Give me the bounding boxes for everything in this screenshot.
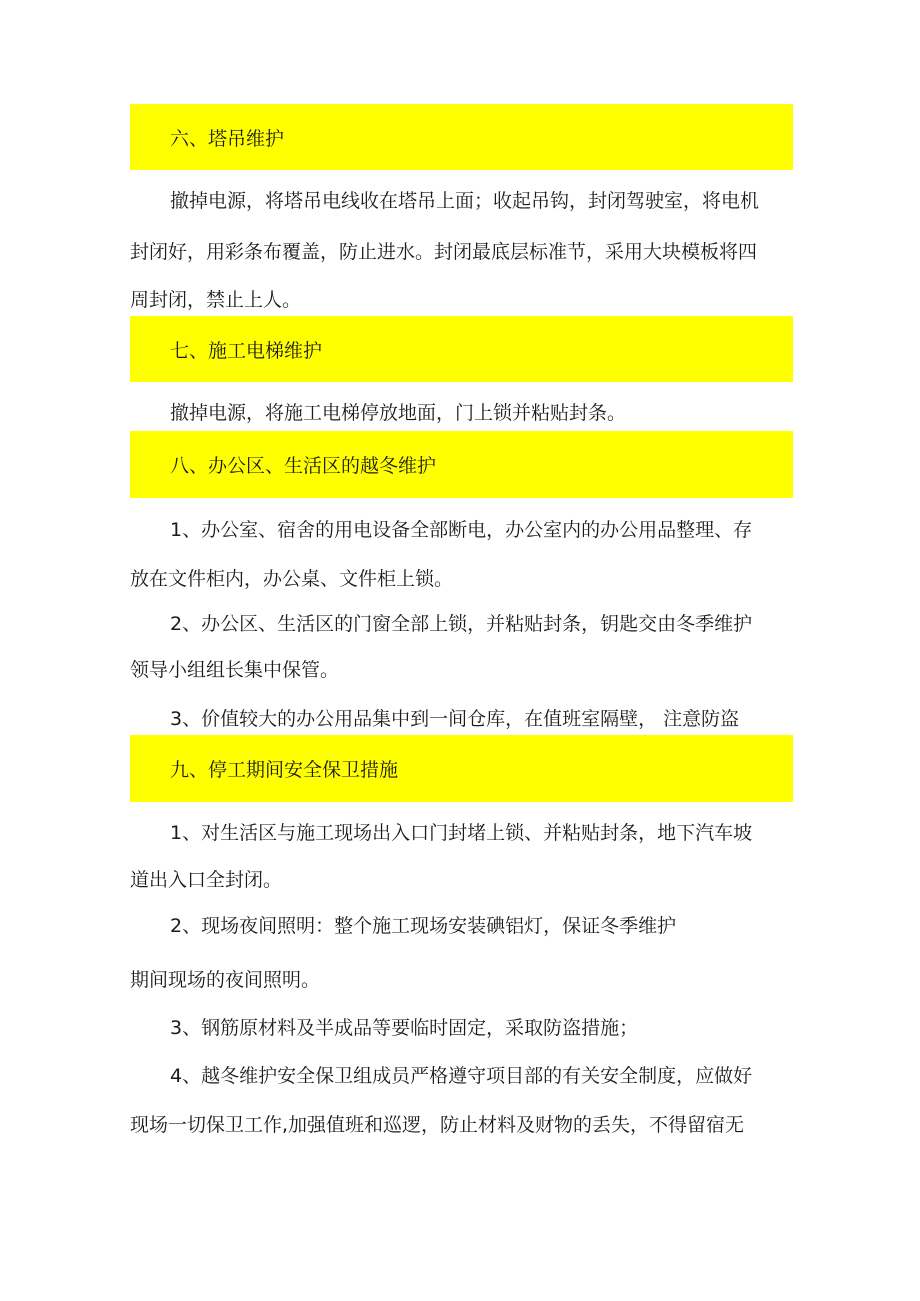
section-heading-tower-crane: 六、塔吊维护 [130,104,793,170]
paragraph-line: 2、现场夜间照明：整个施工现场安装碘铝灯，保证冬季维护 [170,915,677,937]
section-heading-office-living-area: 八、办公区、生活区的越冬维护 [130,431,793,498]
paragraph-line: 3、价值较大的办公用品集中到一间仓库，在值班室隔壁， 注意防盗 [170,708,740,730]
paragraph-line: 周封闭，禁止上人。 [130,289,302,311]
paragraph-line: 1、办公室、宿舍的用电设备全部断电，办公室内的办公用品整理、存 [170,519,753,541]
paragraph-line: 撤掉电源，将塔吊电线收在塔吊上面；收起吊钩，封闭驾驶室，将电机 [170,190,760,212]
paragraph-line: 领导小组组长集中保管。 [130,659,340,681]
paragraph-line: 3、钢筋原材料及半成品等要临时固定，采取防盗措施； [170,1017,639,1039]
paragraph-line: 道出入口全封闭。 [130,869,283,891]
paragraph-line: 2、办公区、生活区的门窗全部上锁，并粘贴封条，钥匙交由冬季维护 [170,613,753,635]
paragraph-line: 放在文件柜内，办公桌、文件柜上锁。 [130,568,454,590]
paragraph-line: 撤掉电源，将施工电梯停放地面，门上锁并粘贴封条。 [170,402,627,424]
paragraph-line: 现场一切保卫工作,加强值班和巡逻，防止材料及财物的丢失，不得留宿无 [130,1114,745,1136]
paragraph-line: 1、对生活区与施工现场出入口门封堵上锁、并粘贴封条，地下汽车坡 [170,822,753,844]
paragraph-line: 封闭好，用彩条布覆盖，防止进水。封闭最底层标准节，采用大块模板将四 [130,241,758,263]
section-heading-security-measures: 九、停工期间安全保卫措施 [130,735,793,802]
paragraph-line: 期间现场的夜间照明。 [130,969,321,991]
section-heading-construction-elevator: 七、施工电梯维护 [130,316,793,382]
paragraph-line: 4、越冬维护安全保卫组成员严格遵守项目部的有关安全制度，应做好 [170,1065,753,1087]
